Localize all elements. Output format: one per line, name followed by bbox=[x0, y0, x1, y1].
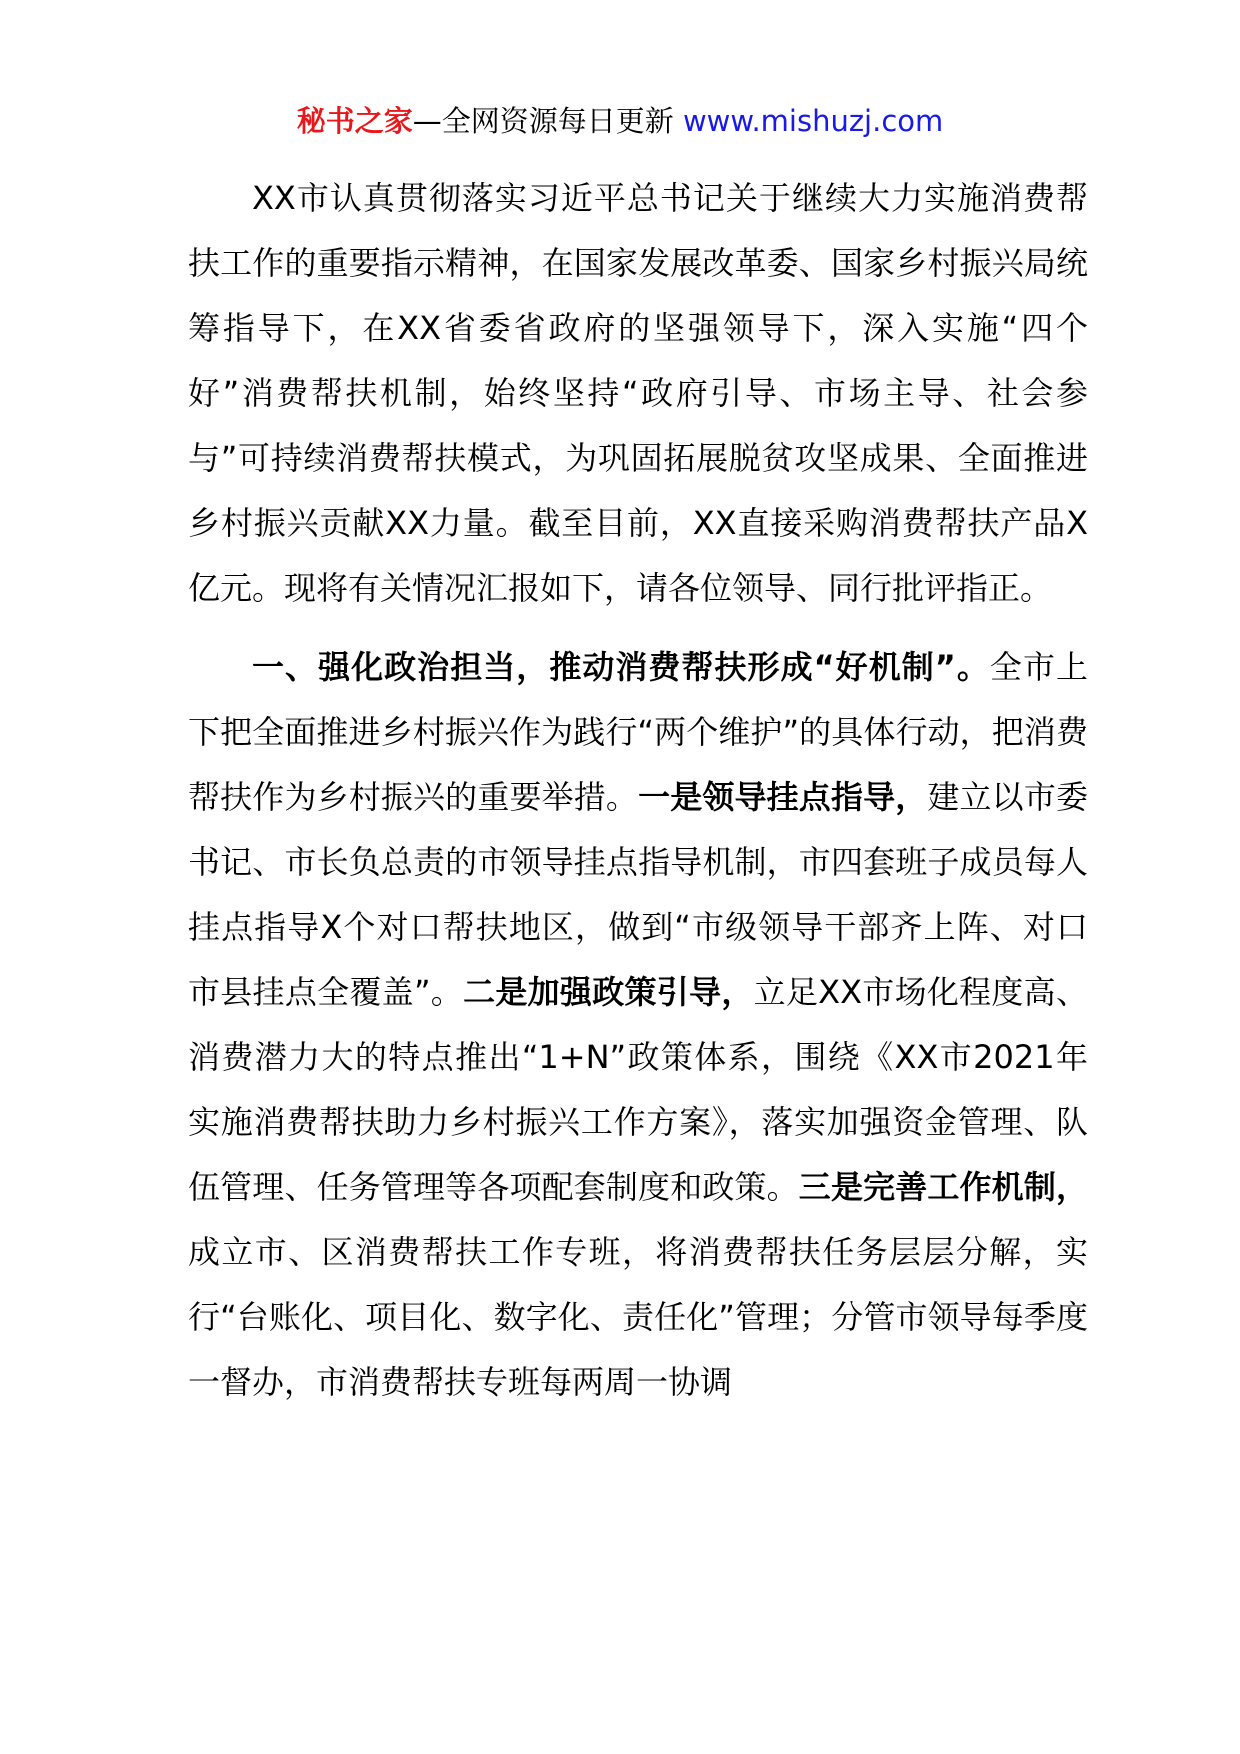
brand-name: 秘书之家 bbox=[296, 104, 413, 138]
site-url-link[interactable]: www.mishuzj.com bbox=[682, 104, 944, 138]
point-3-text: 成立市、区消费帮扶工作专班，将消费帮扶任务层层分解，实行“台账化、项目化、数字化、责任化”管理；分管市领导每季度一督办，市消费帮扶专班每两周一协调 bbox=[188, 1233, 1088, 1401]
point-1-label: 一是领导挂点指导， bbox=[638, 778, 928, 816]
point-2-text: 立足XX市场化程度高、消费潜力大的特点推出“1+N”政策体系，围绕《XX市2021年实施消费帮扶助力乡村振兴工作方案》，落实加强资金管理、队伍管理、任务管理等各项配套制度和政策。 bbox=[188, 973, 1088, 1206]
section-1-text: 全市上下把全面推进乡村振兴作为践行“两个维护”的具体行动，把消费帮扶作为乡村振兴的重要举措。 bbox=[188, 648, 1088, 816]
point-1-text: 建立以市委书记、市长负总责的市领导挂点指导机制，市四套班子成员每人挂点指导X个对口帮扶地区，做到“市级领导干部齐上阵、对口市县挂点全覆盖”。 bbox=[188, 778, 1088, 1011]
section-1-paragraph bbox=[188, 635, 1088, 1415]
intro-paragraph: XX市认真贯彻落实习近平总书记关于继续大力实施消费帮扶工作的重要指示精神，在国家发展改革委、国家乡村振兴局统筹指导下，在XX省委省政府的坚强领导下，深入实施“四个好”消费帮扶机制，始终坚持“政府引导、市场主导、社会参与”可持续消费帮扶模式，为巩固拓展脱贫攻坚成果、全面推进乡村振兴贡献XX力量。截至目前，XX直接采购消费帮扶产品X亿元。现将有关情况汇报如下，请各位领导、同行批评指正。 bbox=[188, 179, 1088, 607]
document-body bbox=[188, 166, 1088, 1415]
point-3-label: 三是完善工作机制， bbox=[798, 1168, 1088, 1206]
site-header bbox=[0, 101, 1240, 141]
point-2-label: 二是加强政策引导， bbox=[463, 973, 754, 1011]
section-1-heading: 一、强化政治担当，推动消费帮扶形成“好机制”。 bbox=[252, 648, 990, 686]
header-tagline: —全网资源每日更新 bbox=[412, 104, 674, 138]
